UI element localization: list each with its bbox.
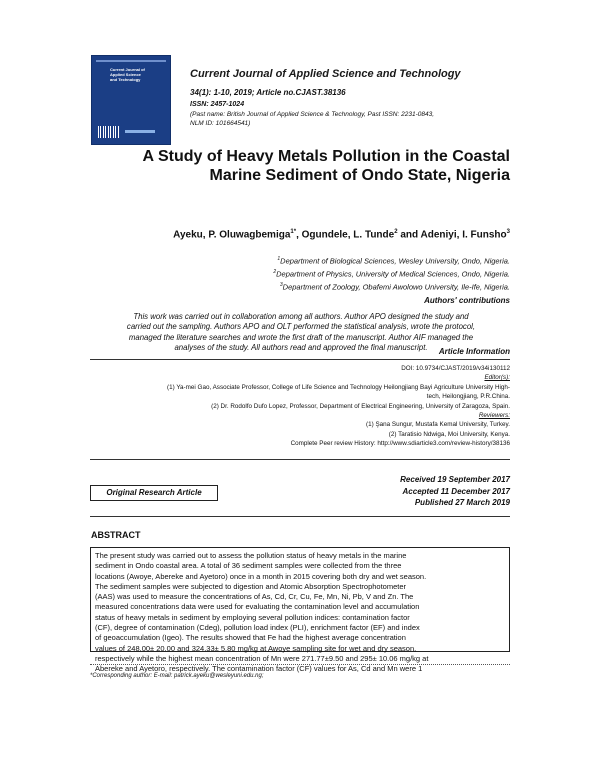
affiliation-text: Department of Zoology, Obafemi Awolowo University, Ile-Ife, Nigeria. bbox=[282, 282, 510, 292]
abstract-line: respectively while the highest mean concentration of Mn were 271.77±9.50 and 295± 10.06 mg/kg at bbox=[95, 653, 429, 663]
reviewer-entry: (1) Şana Sungur, Mustafa Kemal University, Turkey. bbox=[366, 421, 510, 429]
author-separator: , bbox=[296, 229, 302, 241]
editors-label: Editor(s): bbox=[484, 374, 510, 382]
previous-issn-line1: (Past name: British Journal of Applied Science & Technology, Past ISSN: 2231-0843, bbox=[190, 111, 435, 118]
author-affil-sup: 2 bbox=[394, 229, 398, 235]
publisher-logo-icon bbox=[125, 130, 155, 133]
author-affil-sup: 3 bbox=[506, 229, 510, 235]
publication-dates bbox=[300, 474, 510, 509]
doi: DOI: 10.9734/CJAST/2019/v34i130112 bbox=[401, 365, 510, 372]
author-name: Ayeku, P. Oluwagbemiga bbox=[173, 229, 291, 241]
received-date: Received 19 September 2017 bbox=[400, 475, 510, 484]
abstract-line: (AAS) was used to measure the concentrations of As, Cd, Cr, Cu, Fe, Mn, Ni, Pb, V and Zn. The bbox=[95, 592, 414, 602]
divider bbox=[90, 459, 510, 460]
divider bbox=[90, 516, 510, 517]
author-list bbox=[100, 229, 510, 240]
affiliation-text: Department of Biological Sciences, Wesley University, Ondo, Nigeria. bbox=[280, 256, 510, 266]
review-history-link[interactable]: Complete Peer review History: http://www.sdiarticle3.com/review-history/38136 bbox=[290, 440, 510, 448]
editor-entry-cont: tech, Heilongjiang, P.R.China. bbox=[426, 393, 510, 401]
abstract-line: status of heavy metals in sediment by employing several pollution indices: contamination factor bbox=[95, 612, 410, 622]
contributions-line: This work was carried out in collaboration among all authors. Author APO designed the study and bbox=[133, 312, 469, 321]
footnote-divider bbox=[90, 664, 510, 665]
author-affil-sup: 1* bbox=[290, 229, 297, 235]
article-info bbox=[90, 364, 510, 449]
abstract-heading: ABSTRACT bbox=[91, 530, 141, 540]
cover-title-line2: Applied Science bbox=[110, 72, 141, 77]
previous-issn bbox=[190, 110, 510, 128]
affiliation-item bbox=[100, 267, 510, 280]
cover-title-line1: Current Journal of bbox=[110, 67, 145, 72]
previous-issn-line2: NLM ID: 101664541) bbox=[190, 120, 251, 127]
contributions-line: analyses of the study. All authors read and approved the final manuscript. bbox=[174, 342, 428, 352]
article-info-heading: Article Information bbox=[438, 347, 510, 356]
editor-entry: (2) Dr. Rodolfo Dufo Lopez, Professor, Department of Electrical Engineering, University of Zaragoza, Spain. bbox=[211, 402, 510, 410]
journal-cover-thumbnail bbox=[91, 55, 171, 145]
affiliation-sup: 1 bbox=[277, 256, 281, 262]
paper-title-line2: Marine Sediment of Ondo State, Nigeria bbox=[209, 167, 510, 184]
article-type-badge: Original Research Article bbox=[90, 485, 218, 501]
author-name: Adeniyi, I. Funsho bbox=[420, 229, 507, 241]
editor-entry: (1) Ya-mei Gao, Associate Professor, College of Life Science and Technology Heilongjiang Bayi Agriculture University High- bbox=[166, 383, 510, 391]
volume-info: 34(1): 1-10, 2019; Article no.CJAST.38136 bbox=[190, 88, 346, 97]
abstract-line: (CF), degree of contamination (Cdeg), pollution load index (PLI), enrichment factor (EF) and index bbox=[95, 623, 420, 633]
abstract-line: Abereke and Ayetoro, respectively. The contamination factor (CF) values for As, Cd and Mn were 1 bbox=[95, 664, 423, 674]
reviewers-label: Reviewers: bbox=[478, 412, 510, 420]
contributions-line: managed the literature searches and wrote the first draft of the manuscript. Author AIF managed the bbox=[128, 332, 474, 342]
paper-title bbox=[100, 147, 510, 185]
contributions-heading: Authors' contributions bbox=[424, 296, 510, 305]
contributions-line: carried out the sampling. Authors APO and OLT performed the statistical analysis, wrote the protocol, bbox=[126, 322, 476, 332]
affiliation-item bbox=[100, 280, 510, 293]
reviewer-entry: (2) Taratisio Ndwiga, Moi University, Kenya. bbox=[388, 430, 510, 438]
corresponding-author-footnote: *Corresponding author: E-mail: patrick.ayeku@wesleyuni.edu.ng; bbox=[90, 673, 264, 679]
journal-title: Current Journal of Applied Science and Technology bbox=[190, 68, 461, 80]
affiliation-item bbox=[100, 254, 510, 267]
author-name: Ogundele, L. Tunde bbox=[301, 229, 395, 241]
paper-title-line1: A Study of Heavy Metals Pollution in the Coastal bbox=[142, 148, 510, 165]
accepted-date: Accepted 11 December 2017 bbox=[402, 486, 510, 496]
affiliation-text: Department of Physics, University of Medical Sciences, Ondo, Nigeria. bbox=[276, 269, 510, 279]
published-date: Published 27 March 2019 bbox=[414, 498, 510, 507]
barcode-icon bbox=[98, 126, 120, 138]
cover-top-bar bbox=[96, 60, 166, 62]
affiliation-sup: 2 bbox=[273, 268, 277, 275]
abstract-line: of geoaccumulation (Igeo). The results showed that Fe had the highest average concentration bbox=[95, 633, 406, 643]
affiliation-sup: 3 bbox=[279, 281, 283, 288]
abstract-line: locations (Awoye, Abereke and Ayetoro) once in a month in 2015 covering both dry and wet season. bbox=[95, 571, 427, 581]
abstract-line: measured concentrations data were used for evaluating the contamination level and accumulation bbox=[95, 602, 420, 612]
affiliations bbox=[100, 254, 510, 292]
issn: ISSN: 2457-1024 bbox=[190, 101, 245, 108]
abstract-line: values of 248.00± 20.00 and 324.33± 5.80 mg/kg at Awoye sampling site for wet and dry season, bbox=[95, 643, 417, 653]
abstract-box bbox=[90, 547, 510, 674]
abstract-line: The sediment samples were subjected to digestion and Atomic Absorption Spectrophotometer bbox=[95, 581, 407, 591]
author-separator: and bbox=[397, 229, 421, 241]
abstract-line: The present study was carried out to assess the pollution status of heavy metals in the marine bbox=[95, 551, 407, 560]
cover-title-line3: and Technology bbox=[110, 77, 141, 82]
abstract-line: sediment in Ondo coastal area. A total of 36 sediment samples were collected from the three bbox=[95, 561, 402, 571]
divider bbox=[90, 359, 510, 360]
